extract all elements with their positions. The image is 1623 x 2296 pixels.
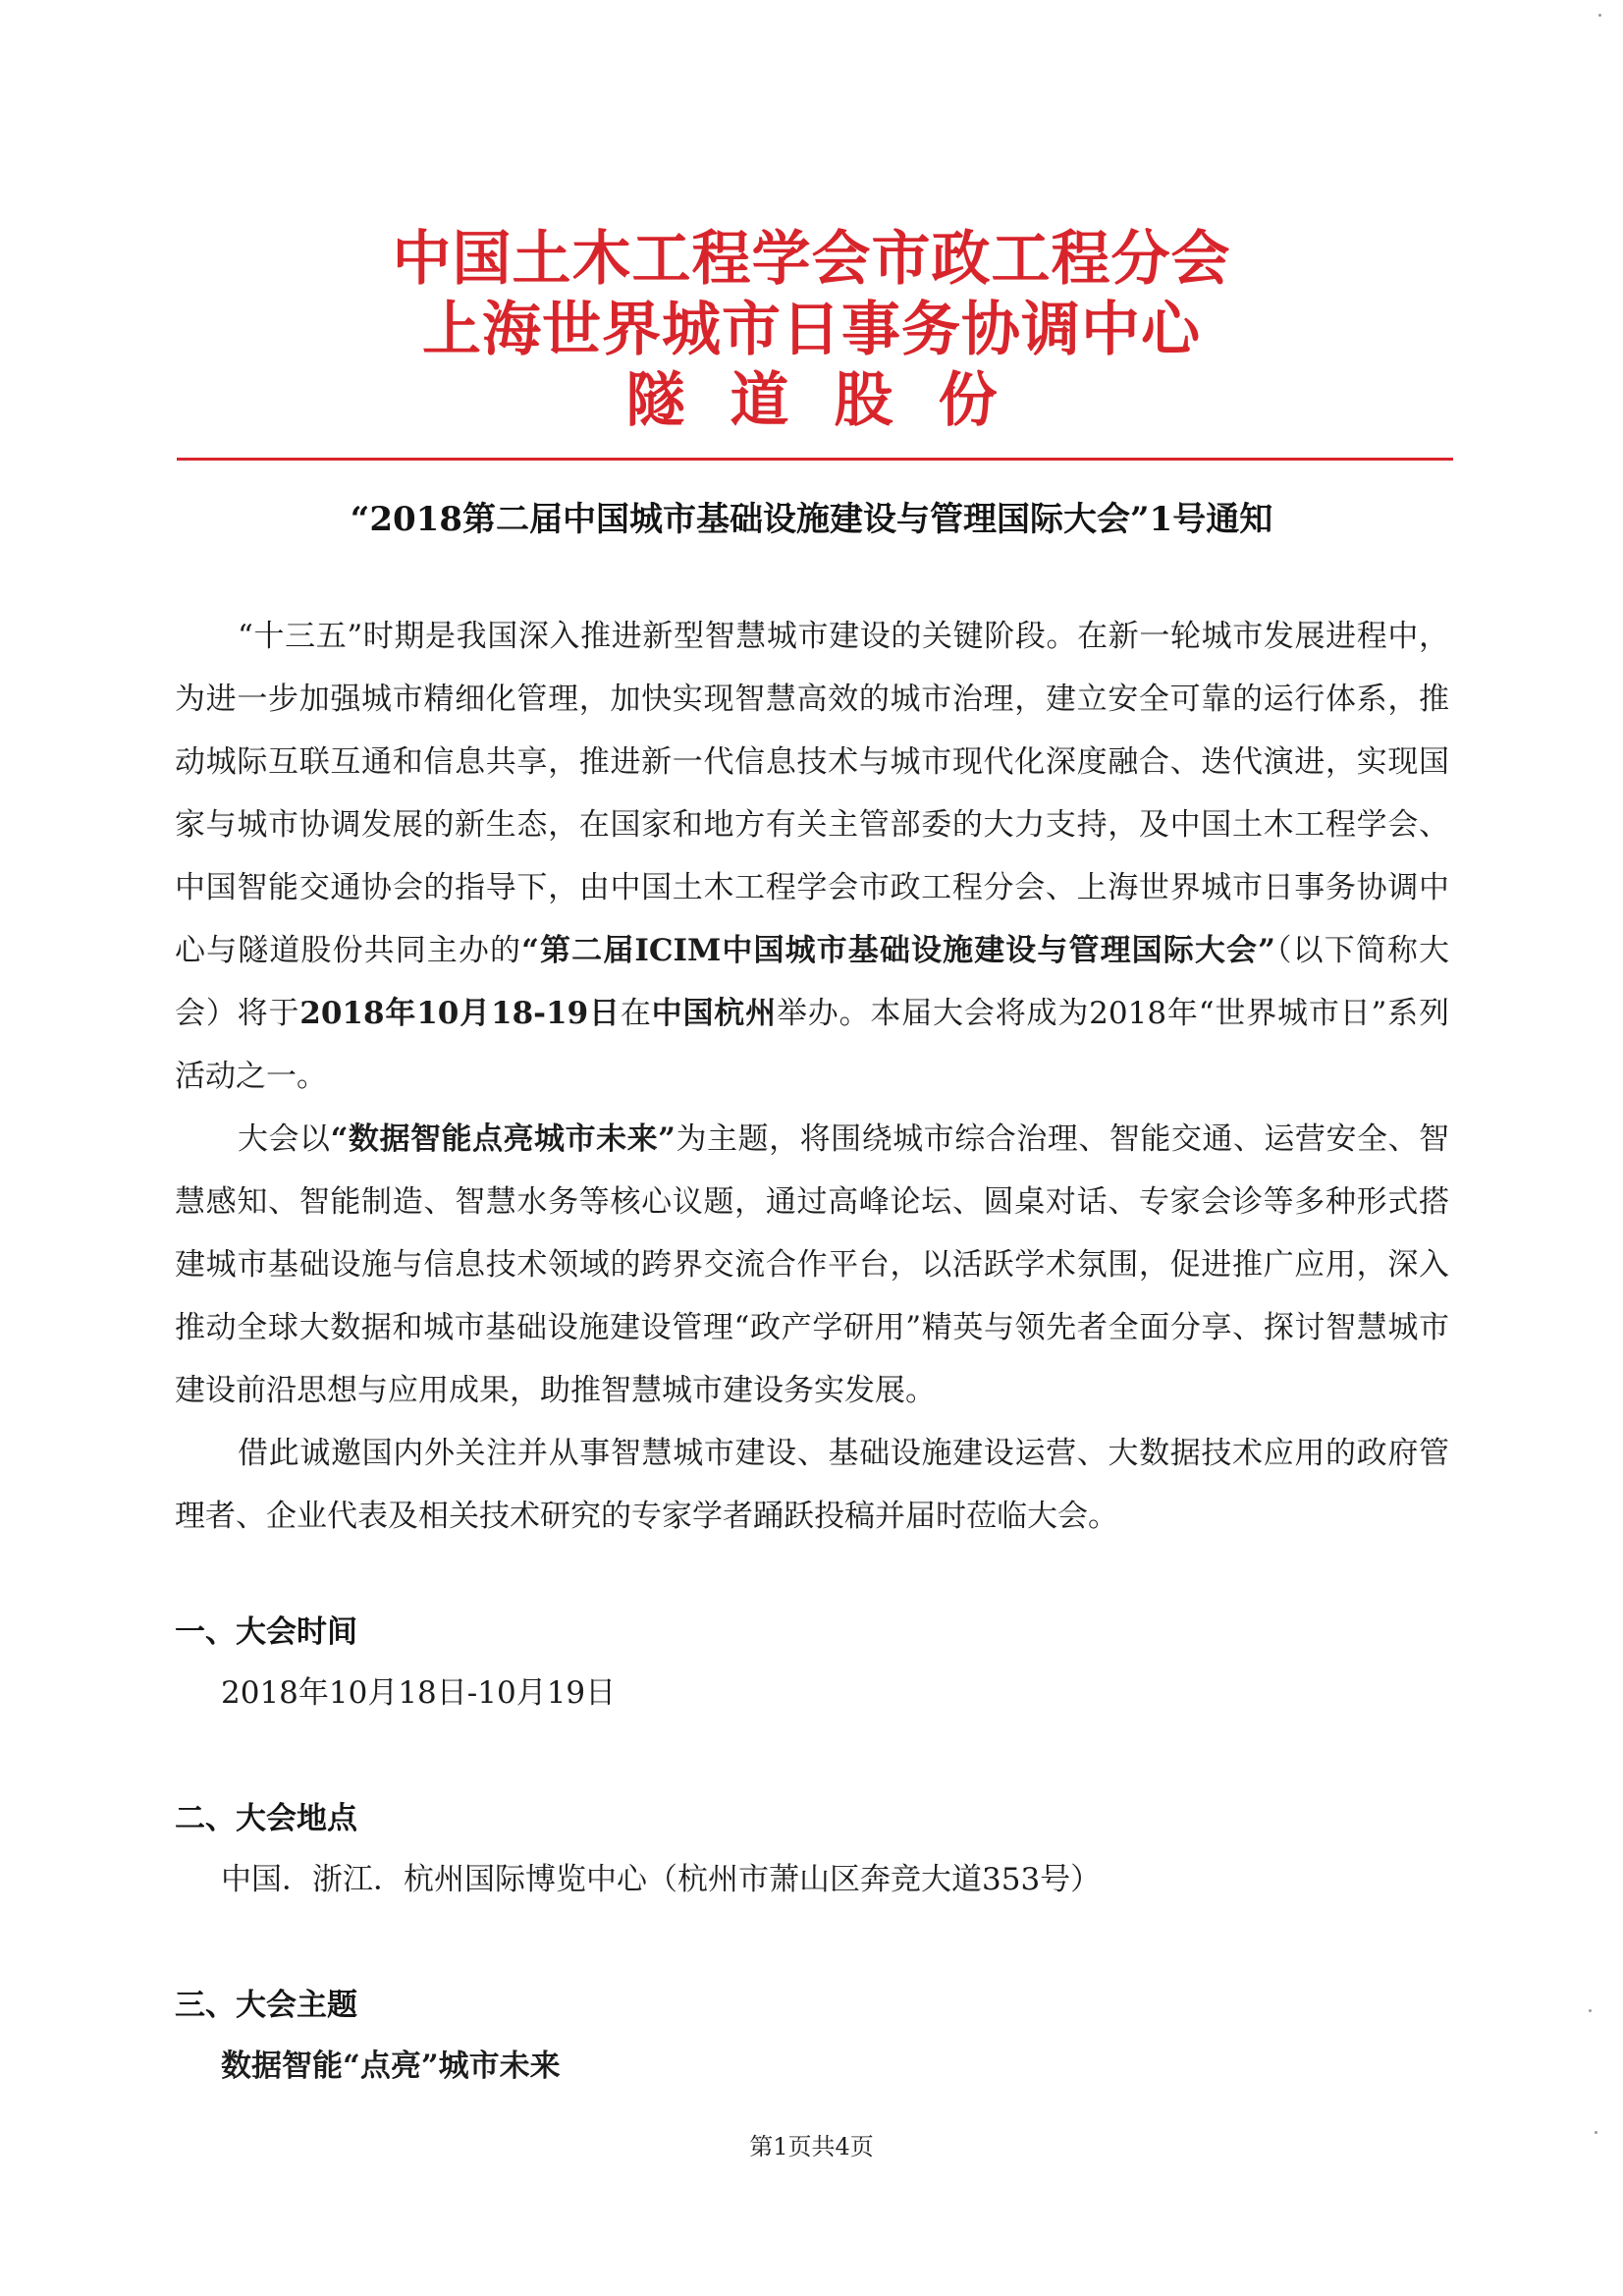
intro-paragraph-2: 大会以“数据智能点亮城市未来”为主题，将围绕城市综合治理、智能交通、运营安全、智慧感知、智能制造、智慧水务等核心议题，通过高峰论坛、圆桌对话、专家会诊等多种形式搭建城市基础设施与信息技术领域的跨界交流合作平台，以活跃学术氛围，促进推广应用，深入推动全球大数据和城市基础设施建设管理“政产学研用”精英与领先者全面分享、探讨智慧城市建设前沿思想与应用成果，助推智慧城市建设务实发展。 — [175, 1121, 1450, 1408]
letterhead — [0, 224, 1623, 436]
scan-speck — [1598, 14, 1601, 17]
scan-speck — [1589, 2009, 1592, 2012]
section-content-time: 2018年10月18日-10月19日 — [221, 1675, 617, 1711]
section-content-venue: 中国．浙江．杭州国际博览中心（杭州市萧山区奔竞大道353号） — [221, 1862, 1102, 1897]
intro-paragraph-1: “十三五”时期是我国深入推进新型智慧城市建设的关键阶段。在新一轮城市发展进程中，为进一步加强城市精细化管理，加快实现智慧高效的城市治理，建立安全可靠的运行体系，推动城际互联互通和信息共享，推进新一代信息技术与城市现代化深度融合、迭代演进，实现国家与城市协调发展的新生态，在国家和地方有关主管部委的大力支持，及中国土木工程学会、中国智能交通协会的指导下，由中国土木工程学会市政工程分会、上海世界城市日事务协调中心与隧道股份共同主办的“第二届ICIM中国城市基础设施建设与管理国际大会”（以下简称大会）将于2018年10月18-19日在中国杭州举办。本届大会将成为2018年“世界城市日”系列活动之一。 — [175, 619, 1450, 1094]
conference-date: 2018年10月18-19日 — [299, 996, 621, 1031]
conference-theme-inline: “数据智能点亮城市未来” — [330, 1121, 676, 1157]
intro-paragraph-3: 借此诚邀国内外关注并从事智慧城市建设、基础设施建设运营、大数据技术应用的政府管理者、企业代表及相关技术研究的专家学者踊跃投稿并届时莅临大会。 — [175, 1436, 1449, 1534]
notice-title: “2018第二届中国城市基础设施建设与管理国际大会”1号通知 — [350, 500, 1273, 539]
letterhead-org-2: 上海世界城市日事务协调中心 — [422, 296, 1201, 364]
intro-body — [175, 605, 1449, 1548]
page-number-footer: 第1页共4页 — [749, 2133, 874, 2160]
letterhead-org-1: 中国土木工程学会市政工程分会 — [392, 225, 1231, 294]
section-content-theme: 数据智能“点亮”城市未来 — [221, 2049, 561, 2084]
letterhead-divider — [177, 458, 1453, 461]
scan-speck — [1595, 2131, 1597, 2134]
letterhead-org-3: 隧道股份 — [625, 366, 1043, 435]
section-heading-time: 一、大会时间 — [175, 1614, 357, 1650]
section-heading-theme: 三、大会主题 — [175, 1988, 357, 2023]
conference-name: “第二届ICIM中国城市基础设施建设与管理国际大会” — [521, 933, 1275, 968]
conference-city: 中国杭州 — [651, 996, 777, 1031]
section-heading-venue: 二、大会地点 — [175, 1801, 357, 1836]
